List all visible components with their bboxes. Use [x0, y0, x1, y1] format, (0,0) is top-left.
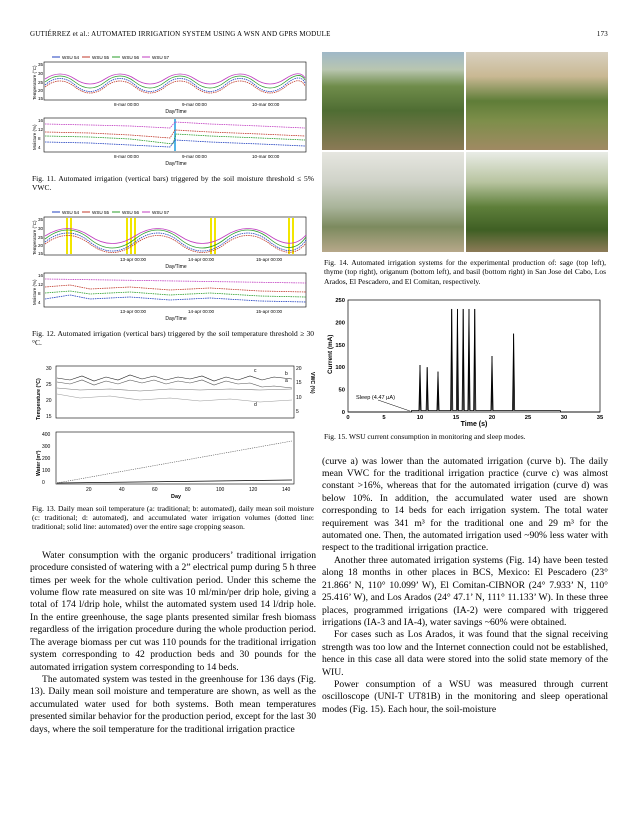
right-paragraph-2: Another three automated irrigation systems (Fig. 14) have been tested along 18 months in other places in BCS, Mexico: El Pescadero (23° 21.866’ N, 110° 10.099’ W), El Comitan-CIBNOR (24° 7.933’ N, 110° 25.416’ W), and Los Arados (24° 47.1’ N, 111° 11.133’ W). In these three places, programmed irrigations (IA-2) were compared with triggered irrigations (IA-3 and IA-4), water savings ~60% were obtained.	[322, 554, 608, 628]
fig12-bottom-ytick-3: 4	[38, 299, 41, 305]
fig13-top-ytick-1: 25	[46, 381, 52, 388]
fig15-ytick-1: 50	[338, 387, 345, 394]
fig13-chart	[30, 358, 316, 500]
fig11-top-ytick-4: 15	[38, 96, 44, 101]
fig13-xtick-1: 40	[119, 486, 125, 493]
figure-13	[30, 358, 316, 532]
fig15-annotation-arrow	[378, 400, 410, 411]
running-title: GUTIÉRREZ et al.: AUTOMATED IRRIGATION SYSTEM USING A WSN AND GPRS MODULE	[30, 30, 331, 38]
fig15-xtick-4: 20	[488, 415, 496, 422]
fig11-xtick-0: 8-mar 00:00	[114, 102, 139, 107]
fig13-xtick-5: 120	[249, 486, 258, 493]
fig12-legend	[52, 210, 170, 215]
right-paragraph-1: (curve a) was lower than the automated irrigation (curve b). The daily mean VWC for the traditional irrigation practice (curve c) was almost constant >16%, whereas that for the automated irrigation (curve d) was below 10%. In addition, the accumulated water used are shown corresponding to 14 beds for each irrigation system. The total water requirement was 341 m³ for the traditional one and 29 m³ for the automated one. Then, the automated irrigation used ~90% less water with respect to the traditional irrigation practice.	[322, 455, 608, 554]
fig12-legend-3: WSU 57	[152, 209, 170, 215]
fig11-bottom-xtick-0: 8-mar 00:00	[114, 154, 139, 159]
fig15-xtick-3: 15	[452, 415, 460, 422]
fig13-bottom-ytick-4: 0	[42, 479, 45, 486]
fig12-xtick-0: 13-apr 00:00	[120, 256, 147, 262]
fig11-top-ytick-0: 35	[38, 62, 44, 67]
fig11-xtick-2: 10-mar 00:00	[252, 102, 280, 107]
fig12-bottom-ytick-0: 16	[38, 272, 44, 278]
fig11-top-ytick-3: 20	[38, 88, 44, 93]
fig15-ytick-4: 200	[335, 320, 345, 327]
fig15-xlabel: Time (s)	[460, 421, 488, 429]
fig14-caption: Fig. 14. Automated irrigation systems for the experimental production of: sage (top left), thyme (top right), origanum (bottom left), and basil (bottom right) in San Jose del Cabo, Los Arados, El Pescadero, and El Comitan, respectively.	[324, 258, 606, 286]
fig11-top-ylabel: Temperature (°C)	[32, 65, 37, 100]
fig11-caption: Fig. 11. Automated irrigation (vertical bars) triggered by the soil moisture threshold ≤ 5% VWC.	[32, 174, 314, 193]
fig13-right-ylabel: VWC (%)	[309, 371, 315, 394]
left-column	[30, 52, 316, 736]
page-number: 173	[596, 30, 608, 38]
fig15-ytick-0: 0	[341, 410, 345, 417]
fig12-top-ytick-0: 35	[38, 216, 44, 222]
fig11-top-ytick-2: 25	[38, 80, 44, 85]
fig12-bottom-xtick-2: 15-apr 00:00	[256, 308, 283, 314]
running-header	[30, 30, 608, 38]
right-paragraph-3: For cases such as Los Arados, it was found that the signal receiving strength was too low and the Internet connection could not be established, hence in this case all data were stored into the solid state memory of the WIU.	[322, 629, 608, 678]
fig15-ylabel: Current (mA)	[327, 334, 334, 375]
fig13-right-ytick-0: 20	[296, 365, 302, 372]
fig12-bottom-ytick-2: 8	[38, 290, 41, 296]
fig11-bottom-ytick-3: 4	[38, 145, 41, 150]
fig11-bottom-xtick-2: 10-mar 00:00	[252, 154, 280, 159]
fig12-top-ytick-1: 30	[38, 225, 44, 231]
fig12-bottom-ytick-1: 12	[38, 281, 44, 287]
fig11-legend-3: WSU 57	[152, 55, 170, 60]
fig12-caption: Fig. 12. Automated irrigation (vertical bars) triggered by the soil temperature threshold ≥ 30 °C.	[32, 328, 314, 348]
fig15-xtick-2: 10	[416, 415, 424, 422]
fig11-top-frame	[44, 62, 306, 100]
fig11-xtick-1: 9-mar 00:00	[182, 102, 207, 107]
fig13-curve-d: d	[254, 401, 257, 408]
fig13-top-ytick-0: 30	[46, 365, 52, 372]
right-body-text	[322, 456, 608, 717]
figure-15	[322, 294, 608, 441]
fig12-top-ylabel: Temperature (°C)	[32, 220, 37, 255]
fig13-curve-c: c	[254, 367, 257, 374]
fig11-chart	[30, 52, 316, 170]
fig13-right-ytick-2: 10	[296, 394, 302, 401]
left-paragraph-1: Water consumption with the organic producers’ traditional irrigation procedure consisted of watering with a 2” electrical pump during 5 h three times per week for the whole cultivation period. Under this scheme the volume flow rate measured on site was 10 ml/min/per drip hole, giving a total of 174 l/drip hole, whilst the automated system used 14 l/drip hole. In the entire greenhouse, the sage plants presented similar fresh biomass regardless of the irrigation procedure during the whole production period. The average biomass per cut was 110 pounds for the traditional irrigation system corresponding to 42 production beds and 30 pounds for the automated irrigation system corresponding to 14 beds.	[30, 549, 316, 673]
fig11-irrigation-bar	[174, 119, 176, 151]
fig15-xtick-0: 0	[346, 415, 350, 422]
fig11-top-ytick-1: 30	[38, 71, 44, 76]
fig13-bottom-ytick-0: 400	[42, 431, 51, 438]
fig12-bottom-ylabel: Moisture (%)	[32, 279, 37, 305]
fig12-chart	[30, 207, 316, 325]
fig13-bottom-ytick-2: 200	[42, 455, 51, 462]
fig13-xtick-4: 100	[216, 486, 225, 493]
fig12-xtick-2: 15-apr 00:00	[256, 256, 283, 262]
fig13-right-ytick-3: 5	[296, 408, 299, 415]
figure-11	[30, 52, 316, 193]
fig13-xtick-2: 60	[152, 486, 158, 493]
fig15-xtick-1: 5	[382, 415, 386, 422]
fig11-legend-0: WSU 54	[62, 55, 80, 60]
fig13-right-ytick-1: 15	[296, 379, 302, 386]
fig15-ytick-2: 100	[335, 365, 345, 372]
fig12-xlabel-top: Day/Time	[165, 263, 187, 270]
fig12-legend-0: WSU 54	[62, 209, 80, 215]
photo-thyme	[466, 52, 608, 150]
fig12-xtick-1: 14-apr 00:00	[188, 256, 215, 262]
fig13-caption: Fig. 13. Daily mean soil temperature (a: traditional; b: automated), daily mean soil moisture (c: traditional; d: automated), and accumulated water irrigation volumes (dotted line: traditional; solid line: automated) over the entire sage cropping season.	[32, 503, 314, 532]
fig15-xtick-6: 30	[560, 415, 568, 422]
fig11-xlabel-bottom: Day/Time	[165, 161, 187, 167]
fig11-legend	[52, 55, 170, 60]
right-paragraph-4: Power consumption of a WSU was measured through current oscilloscope (UNI-T UT81B) in the monitoring and sleep operational modes (Fig. 15). Each hour, the soil-moisture	[322, 678, 608, 715]
fig15-annotation: Sleep (4.47 µA)	[356, 395, 395, 402]
left-body-text	[30, 550, 316, 736]
left-paragraph-2: The automated system was tested in the greenhouse for 136 days (Fig. 13). Daily mean soil moisture and temperature are shown, as well as the accumulated water used for both systems. Both mean temperatures presented similar behavior for the production period, except for the last 30 days, where the soil temperature for the traditional irrigation practice	[30, 673, 316, 735]
figure-12	[30, 207, 316, 348]
fig13-top-ytick-3: 15	[46, 413, 52, 420]
fig11-bottom-ylabel: Moisture (%)	[32, 124, 37, 150]
fig12-bottom-xtick-0: 13-apr 00:00	[120, 308, 147, 314]
fig15-xtick-7: 35	[596, 415, 604, 422]
fig13-bottom-ytick-3: 100	[42, 467, 51, 474]
fig12-xlabel-bottom: Day/Time	[165, 315, 187, 322]
right-column	[322, 52, 608, 716]
fig12-legend-1: WSU 55	[92, 209, 110, 215]
fig11-legend-2: WSU 56	[122, 55, 140, 60]
fig13-curve-a: a	[285, 377, 288, 384]
figure-14-photos	[322, 52, 608, 252]
fig13-xtick-6: 140	[282, 486, 291, 493]
fig13-top-ytick-2: 20	[46, 397, 52, 404]
fig12-top-ytick-2: 25	[38, 234, 44, 240]
photo-basil	[466, 152, 608, 252]
fig11-bottom-ytick-2: 8	[38, 136, 41, 141]
fig15-caption: Fig. 15. WSU current consumption in monitoring and sleep modes.	[324, 432, 526, 442]
fig12-top-ytick-4: 15	[38, 250, 44, 256]
photo-sage	[322, 52, 464, 150]
fig13-bottom-ylabel: Water (m³)	[36, 450, 42, 476]
photo-origanum	[322, 152, 464, 252]
fig13-bottom-ytick-1: 300	[42, 443, 51, 450]
fig15-ytick-5: 250	[335, 298, 345, 305]
fig13-xtick-3: 80	[185, 486, 191, 493]
fig13-top-ylabel: Temperature (°C)	[36, 377, 42, 420]
fig11-legend-1: WSU 55	[92, 55, 110, 60]
fig15-ytick-3: 150	[335, 343, 345, 350]
fig13-curve-b: b	[285, 370, 288, 377]
fig11-xlabel-top: Day/Time	[165, 109, 187, 115]
fig12-bottom-xtick-1: 14-apr 00:00	[188, 308, 215, 314]
fig11-bottom-ytick-0: 16	[38, 118, 44, 123]
fig15-xtick-5: 25	[524, 415, 532, 422]
fig12-top-ytick-3: 20	[38, 242, 44, 248]
fig13-xlabel: Day	[171, 493, 181, 500]
fig15-chart	[322, 294, 608, 428]
fig12-legend-2: WSU 56	[122, 209, 140, 215]
fig13-xtick-0: 20	[86, 486, 92, 493]
fig11-bottom-ytick-1: 12	[38, 127, 44, 132]
fig11-bottom-xtick-1: 9-mar 00:00	[182, 154, 207, 159]
